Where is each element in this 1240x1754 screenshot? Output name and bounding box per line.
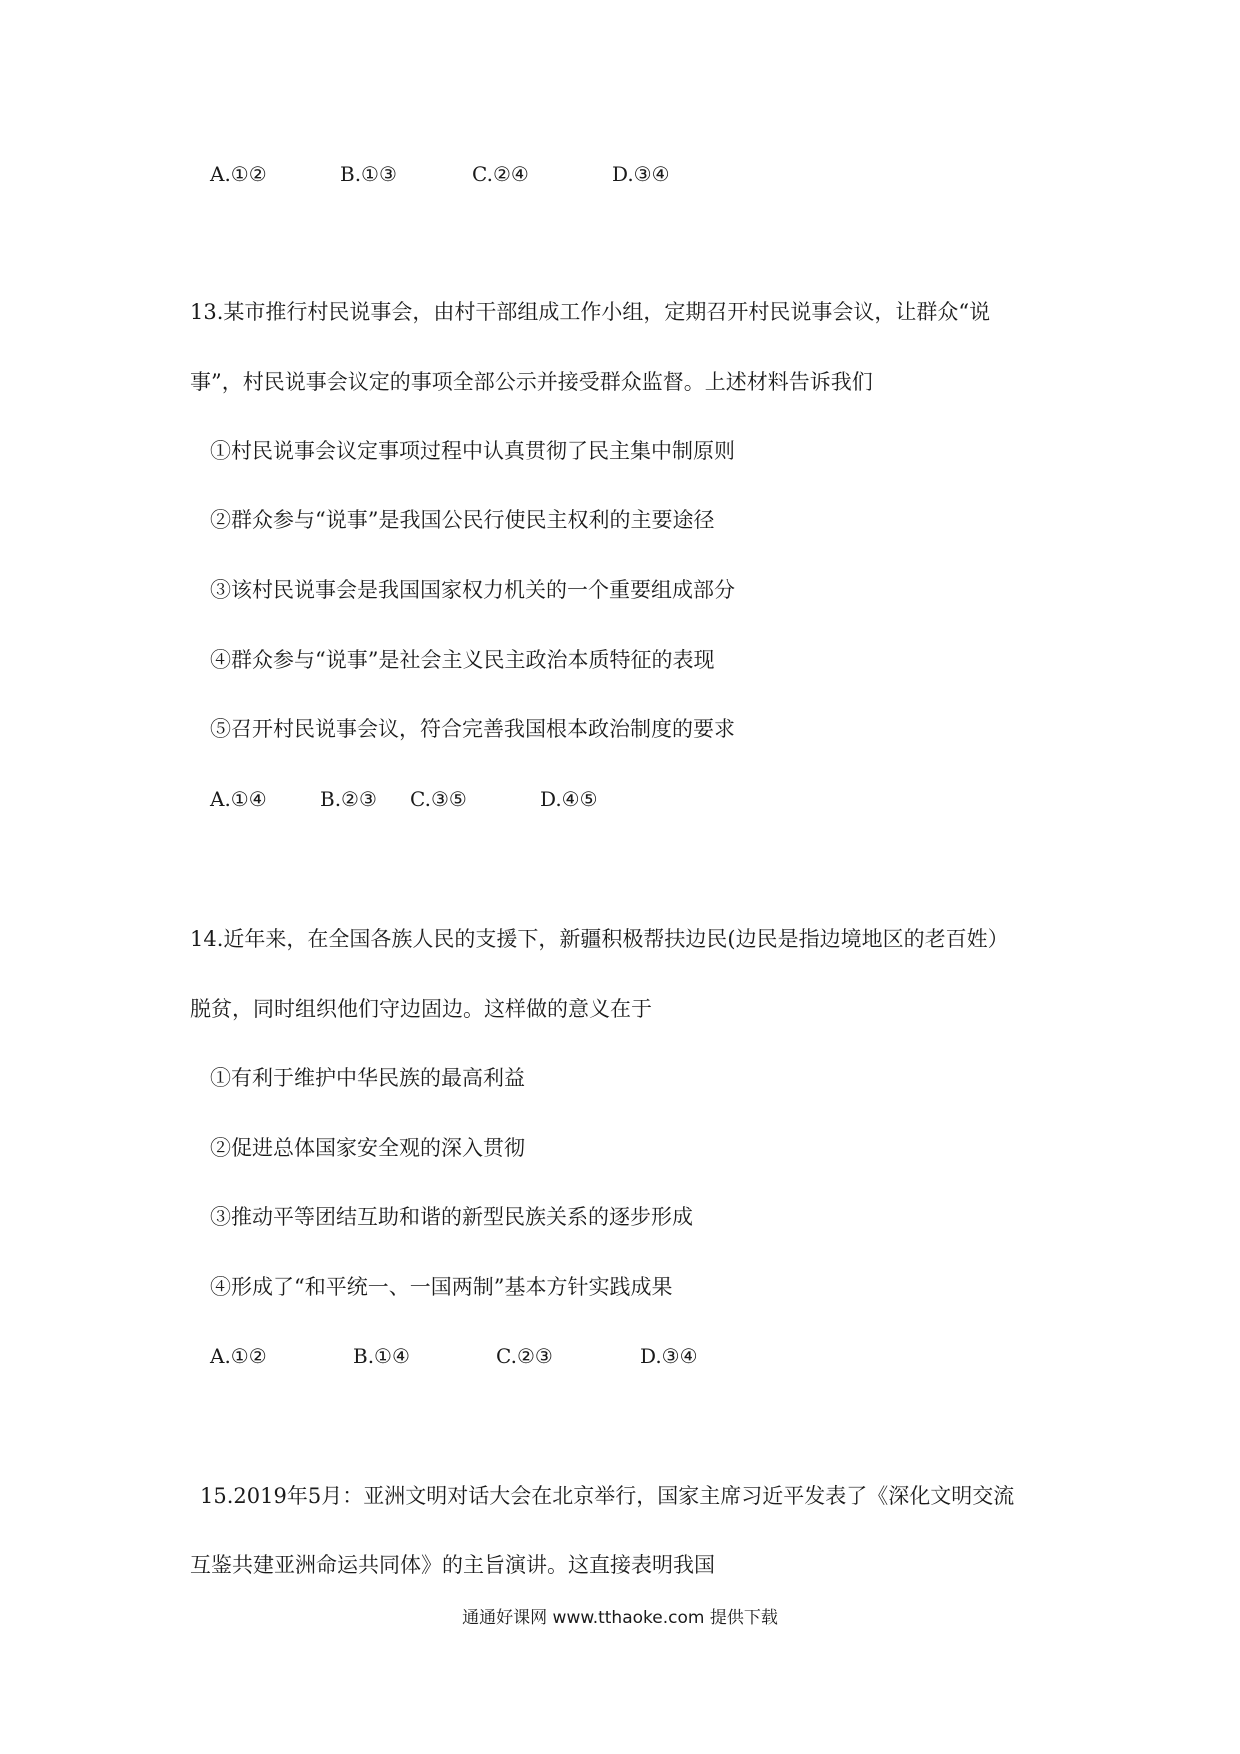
q13-statement-4: ④群众参与“说事”是社会主义民主政治本质特征的表现 — [210, 648, 715, 672]
q13-statement-1: ①村民说事会议定事项过程中认真贯彻了民主集中制原则 — [210, 439, 735, 463]
q14-stem-line-2: 脱贫，同时组织他们守边固边。这样做的意义在于 — [190, 997, 652, 1021]
q12-option-d: D.③④ — [612, 162, 670, 186]
q14-option-c: C.②③ — [496, 1344, 553, 1368]
q15-stem-line-2: 互鉴共建亚洲命运共同体》的主旨演讲。这直接表明我国 — [190, 1553, 715, 1577]
q13-statement-2: ②群众参与“说事”是我国公民行使民主权利的主要途径 — [210, 508, 715, 532]
q13-option-b: B.②③ — [320, 787, 377, 811]
q14-statement-2: ②促进总体国家安全观的深入贯彻 — [210, 1136, 525, 1160]
q14-stem-line-1: 14.近年来，在全国各族人民的支援下，新疆积极帮扶边民(边民是指边境地区的老百姓） — [190, 927, 1009, 951]
q13-statement-3: ③该村民说事会是我国国家权力机关的一个重要组成部分 — [210, 578, 735, 602]
q14-statement-3: ③推动平等团结互助和谐的新型民族关系的逐步形成 — [210, 1205, 693, 1229]
q13-option-a: A.①④ — [210, 787, 267, 811]
q14-statement-1: ①有利于维护中华民族的最高利益 — [210, 1066, 525, 1090]
q15-stem-line-1: 15.2019年5月：亚洲文明对话大会在北京举行，国家主席习近平发表了《深化文明交流 — [200, 1484, 1015, 1508]
q14-statement-4: ④形成了“和平统一、一国两制”基本方针实践成果 — [210, 1275, 673, 1299]
q12-option-a: A.①② — [210, 162, 267, 186]
q14-option-d: D.③④ — [640, 1344, 698, 1368]
q12-option-c: C.②④ — [472, 162, 529, 186]
q13-statement-5: ⑤召开村民说事会议，符合完善我国根本政治制度的要求 — [210, 717, 735, 741]
q14-option-a: A.①② — [210, 1344, 267, 1368]
q13-option-d: D.④⑤ — [540, 787, 598, 811]
q12-option-b: B.①③ — [340, 162, 397, 186]
q13-option-c: C.③⑤ — [410, 787, 467, 811]
q13-stem-line-2: 事”，村民说事会议定的事项全部公示并接受群众监督。上述材料告诉我们 — [190, 370, 873, 394]
q14-option-b: B.①④ — [353, 1344, 410, 1368]
q13-stem-line-1: 13.某市推行村民说事会，由村干部组成工作小组，定期召开村民说事会议，让群众“说 — [190, 300, 991, 324]
page-footer: 通通好课网 www.tthaoke.com 提供下载 — [462, 1608, 778, 1628]
